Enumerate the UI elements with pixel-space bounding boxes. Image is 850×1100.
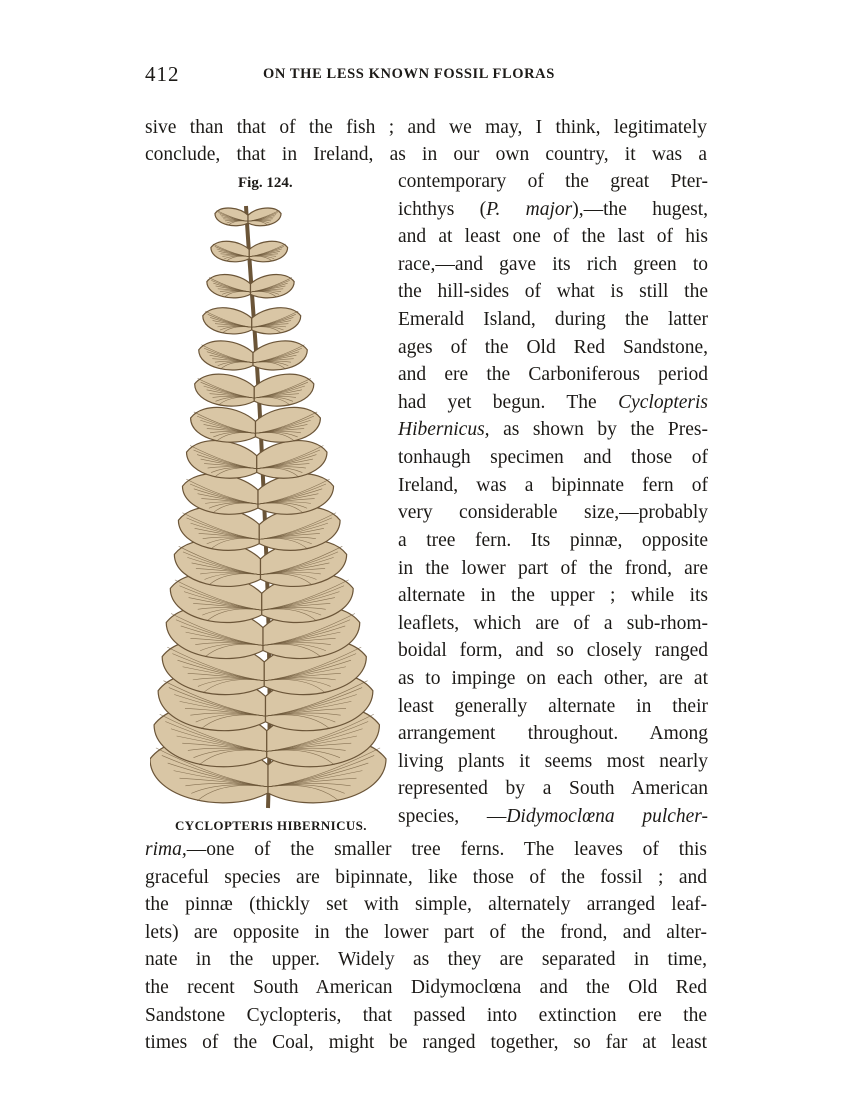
text-line: Sandstone Cyclopteris, that passed into extinction ere the <box>145 1005 707 1026</box>
fern-leaflet <box>258 474 334 515</box>
text-line: ages of the Old Red Sandstone, <box>398 337 708 358</box>
text-line: sive than that of the fish ; and we may, I think, legitimately <box>145 117 707 138</box>
fern-leaflet <box>256 407 321 442</box>
text-line: Ireland, was a bipinnate fern of <box>398 475 708 496</box>
fern-leaflet <box>252 308 301 334</box>
text-line: Emerald Island, during the latter <box>398 309 708 330</box>
fern-engraving <box>150 198 395 810</box>
fern-leaflet <box>253 341 307 370</box>
text-line: rima,—one of the smaller tree ferns. The leaves of this <box>145 839 707 860</box>
text-line: species, —Didymoclœna pulcher- <box>398 806 708 827</box>
running-head: ON THE LESS KNOWN FOSSIL FLORAS <box>263 66 555 82</box>
fern-leaflet <box>182 474 258 515</box>
text-line: represented by a South American <box>398 778 708 799</box>
fern-leaflet <box>187 441 257 479</box>
text-line: leaflets, which are of a sub-rhom- <box>398 613 708 634</box>
text-line: graceful species are bipinnate, like those of the fossil ; and <box>145 867 707 888</box>
page-header <box>145 62 710 88</box>
text-line: and at least one of the last of his <box>398 226 708 247</box>
text-line: a tree fern. Its pinnæ, opposite <box>398 530 708 551</box>
text-line: the pinnæ (thickly set with simple, alternately arranged leaf- <box>145 894 707 915</box>
text-line: lets) are opposite in the lower part of the frond, and alter- <box>145 922 707 943</box>
text-line: as to impinge on each other, are at <box>398 668 708 689</box>
fern-leaflet <box>203 308 252 334</box>
fern-fossil-illustration <box>150 198 395 810</box>
text-line: contemporary of the great Pter- <box>398 171 708 192</box>
text-line: least generally alternate in their <box>398 696 708 717</box>
text-line: Hibernicus, as shown by the Pres- <box>398 419 708 440</box>
fern-leaflet <box>248 208 281 226</box>
fern-leaflet <box>191 407 256 442</box>
figure-label: Fig. 124. <box>238 175 293 191</box>
text-line: very considerable size,—probably <box>398 502 708 523</box>
fern-leaflet <box>207 274 251 297</box>
fern-leaflet <box>211 241 249 262</box>
text-line: ichthys (P. major),—the hugest, <box>398 199 708 220</box>
text-line: tonhaugh specimen and those of <box>398 447 708 468</box>
text-line: conclude, that in Ireland, as in our own country, it was a <box>145 144 708 165</box>
fern-leaflet <box>249 241 287 262</box>
fern-leaflet <box>254 374 314 406</box>
figure-caption: CYCLOPTERIS HIBERNICUS. <box>175 818 367 833</box>
text-line: race,—and gave its rich green to <box>398 254 708 275</box>
text-line: the recent South American Didymoclœna and the Old Red <box>145 977 707 998</box>
fern-leaflet <box>199 341 253 370</box>
text-line: arrangement throughout. Among <box>398 723 708 744</box>
text-line: times of the Coal, might be ranged together, so far at least <box>145 1032 707 1053</box>
page-number: 412 <box>145 62 180 86</box>
text-line: alternate in the upper ; while its <box>398 585 708 606</box>
text-line: the hill-sides of what is still the <box>398 281 708 302</box>
text-line: boidal form, and so closely ranged <box>398 640 708 661</box>
fern-leaflet <box>215 208 248 226</box>
fern-leaflet <box>195 374 255 406</box>
text-line: in the lower part of the frond, are <box>398 558 708 579</box>
fern-leaflet <box>251 274 295 297</box>
text-line: had yet begun. The Cyclopteris <box>398 392 708 413</box>
text-line: nate in the upper. Widely as they are separated in time, <box>145 949 707 970</box>
text-line: and ere the Carboniferous period <box>398 364 708 385</box>
fern-leaflet <box>257 441 327 479</box>
text-line: living plants it seems most nearly <box>398 751 708 772</box>
